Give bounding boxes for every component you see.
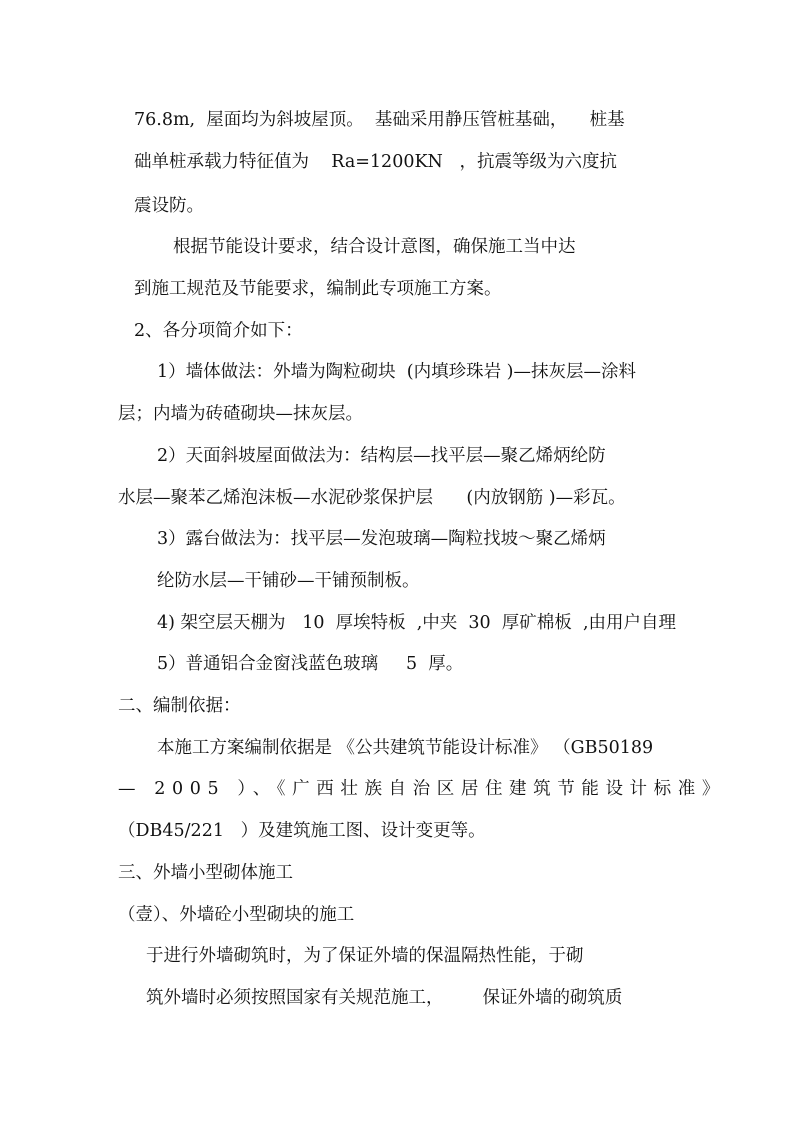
- text-line-4: 根据节能设计要求，结合设计意图，确保施工当中达: [173, 237, 576, 257]
- section-heading-2: 2、各分项简介如下：: [134, 321, 303, 341]
- text-line-12: 纶防水层—干铺砂—干铺预制板。: [157, 571, 420, 591]
- text-line-21: 于进行外墙砌筑时，为了保证外墙的保温隔热性能，于砌: [146, 946, 584, 966]
- text-line-8: 层；内墙为砖碴砌块—抹灰层。: [118, 404, 363, 424]
- text-line-13: 4) 架空层天棚为 10 厚埃特板 ,中夹 30 厚矿棉板 ,由用户自理: [157, 613, 676, 633]
- text-line-7: 1）墙体做法：外墙为陶粒砌块 (内填珍珠岩 )—抹灰层—涂料: [157, 362, 636, 382]
- section-heading-basis: 二、编制依据：: [118, 696, 241, 716]
- text-line-16: 本施工方案编制依据是 《公共建筑节能设计标准》 （GB50189: [157, 738, 654, 758]
- text-line-3: 震设防。: [134, 196, 204, 216]
- text-line-11: 3）露台做法为：找平层—发泡玻璃—陶粒找坡～聚乙烯炳: [157, 529, 606, 549]
- subsection-heading-1: （壹）、外墙砼小型砌块的施工: [118, 905, 355, 925]
- text-line-9: 2）天面斜坡屋面做法为：结构层—找平层—聚乙烯炳纶防: [157, 446, 606, 466]
- text-line-2: 础单桩承载力特征值为 Ra=1200KN ，抗震等级为六度抗: [134, 152, 618, 172]
- text-line-5: 到施工规范及节能要求，编制此专项施工方案。: [134, 279, 502, 299]
- text-line-1: 76.8m, 屋面均为斜坡屋顶。 基础采用静压管桩基础， 桩基: [134, 110, 625, 130]
- text-line-10: 水层—聚苯乙烯泡沫板—水泥砂浆保护层 (内放钢筋 )—彩瓦。: [118, 488, 626, 508]
- text-line-17: — 2005 ）、《广西壮族自治区居住建筑节能设计标准》: [118, 779, 726, 799]
- text-line-18: （DB45/221 ）及建筑施工图、设计变更等。: [118, 821, 486, 841]
- text-line-14: 5）普通铝合金窗浅蓝色玻璃 5 厚。: [157, 654, 464, 674]
- section-heading-masonry: 三、外墙小型砌体施工: [118, 863, 293, 883]
- text-line-22: 筑外墙时必须按照国家有关规范施工， 保证外墙的砌筑质: [146, 988, 623, 1008]
